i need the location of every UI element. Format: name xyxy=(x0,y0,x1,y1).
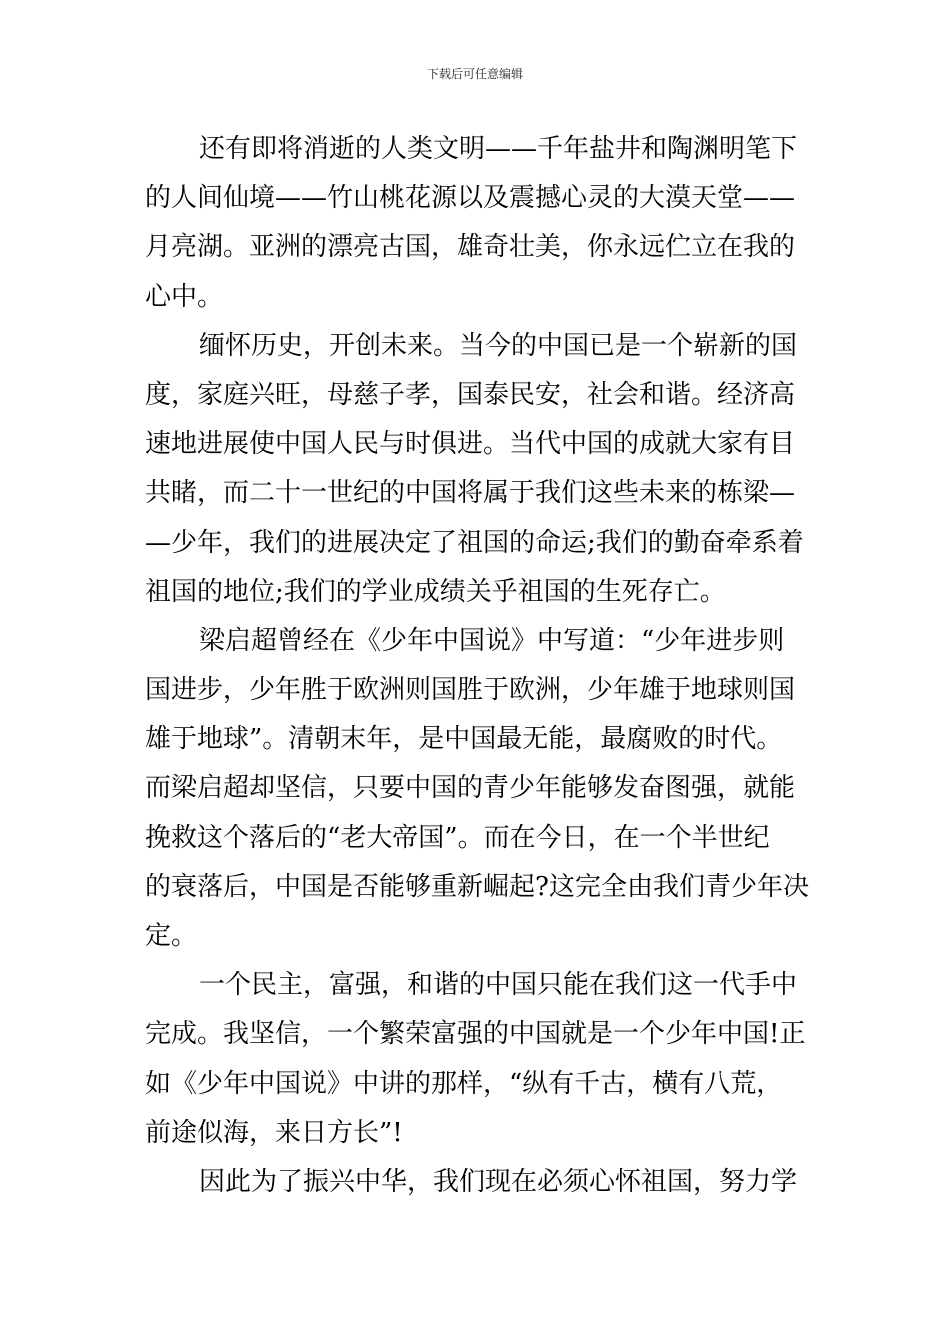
text-line: 完成。我坚信，一个繁荣富强的中国就是一个少年中国!正 xyxy=(145,1019,806,1050)
text-line: 祖国的地位;我们的学业成绩关乎祖国的生死存亡。 xyxy=(145,576,726,607)
paragraph xyxy=(145,322,809,617)
text-line: 度，家庭兴旺，母慈子孝，国泰民安，社会和谐。经济高 xyxy=(145,379,796,410)
text-line: 月亮湖。亚洲的漂亮古国，雄奇壮美，你永远伫立在我的 xyxy=(145,232,796,263)
text-line: 一个民主，富强，和谐的中国只能在我们这一代手中 xyxy=(199,970,798,1001)
text-line: 挽救这个落后的“老大帝国”。而在今日，在一个半世纪 xyxy=(145,822,770,853)
text-line: 梁启超曾经在《少年中国说》中写道：“少年进步则 xyxy=(199,625,785,656)
paragraph xyxy=(145,961,809,1158)
paragraph xyxy=(145,1158,809,1207)
text-line: 缅怀历史，开创未来。当今的中国已是一个崭新的国 xyxy=(199,330,798,361)
text-line: 还有即将消逝的人类文明——千年盐井和陶渊明笔下 xyxy=(199,134,798,164)
document-body xyxy=(145,125,809,1207)
text-line: 因此为了振兴中华，我们现在必须心怀祖国，努力学 xyxy=(199,1166,798,1197)
text-line: 的人间仙境——竹山桃花源以及震撼心灵的大漠天堂—— xyxy=(145,183,796,214)
text-line: 雄于地球”。清朝末年，是中国最无能，最腐败的时代。 xyxy=(145,724,783,755)
text-line: 国进步，少年胜于欧洲则国胜于欧洲，少年雄于地球则国 xyxy=(145,675,796,706)
text-line: 的衰落后，中国是否能够重新崛起?这完全由我们青少年决 xyxy=(145,871,809,902)
paragraph xyxy=(145,617,809,961)
paragraph xyxy=(145,125,809,322)
text-line: 共睹，而二十一世纪的中国将属于我们这些未来的栋梁— xyxy=(145,478,796,509)
text-line: 心中。 xyxy=(145,281,224,312)
text-line: 而梁启超却坚信，只要中国的青少年能够发奋图强，就能 xyxy=(145,773,796,804)
page-header-note: 下载后可任意编辑 xyxy=(426,67,523,81)
text-line: 定。 xyxy=(145,921,198,951)
text-line: 前途似海，来日方长”! xyxy=(145,1117,403,1148)
text-line: 速地进展使中国人民与时俱进。当代中国的成就大家有目 xyxy=(145,429,796,460)
text-line: —少年，我们的进展决定了祖国的命运;我们的勤奋牵系着 xyxy=(145,527,804,558)
text-line: 如《少年中国说》中讲的那样，“纵有千古，横有八荒， xyxy=(145,1068,783,1099)
